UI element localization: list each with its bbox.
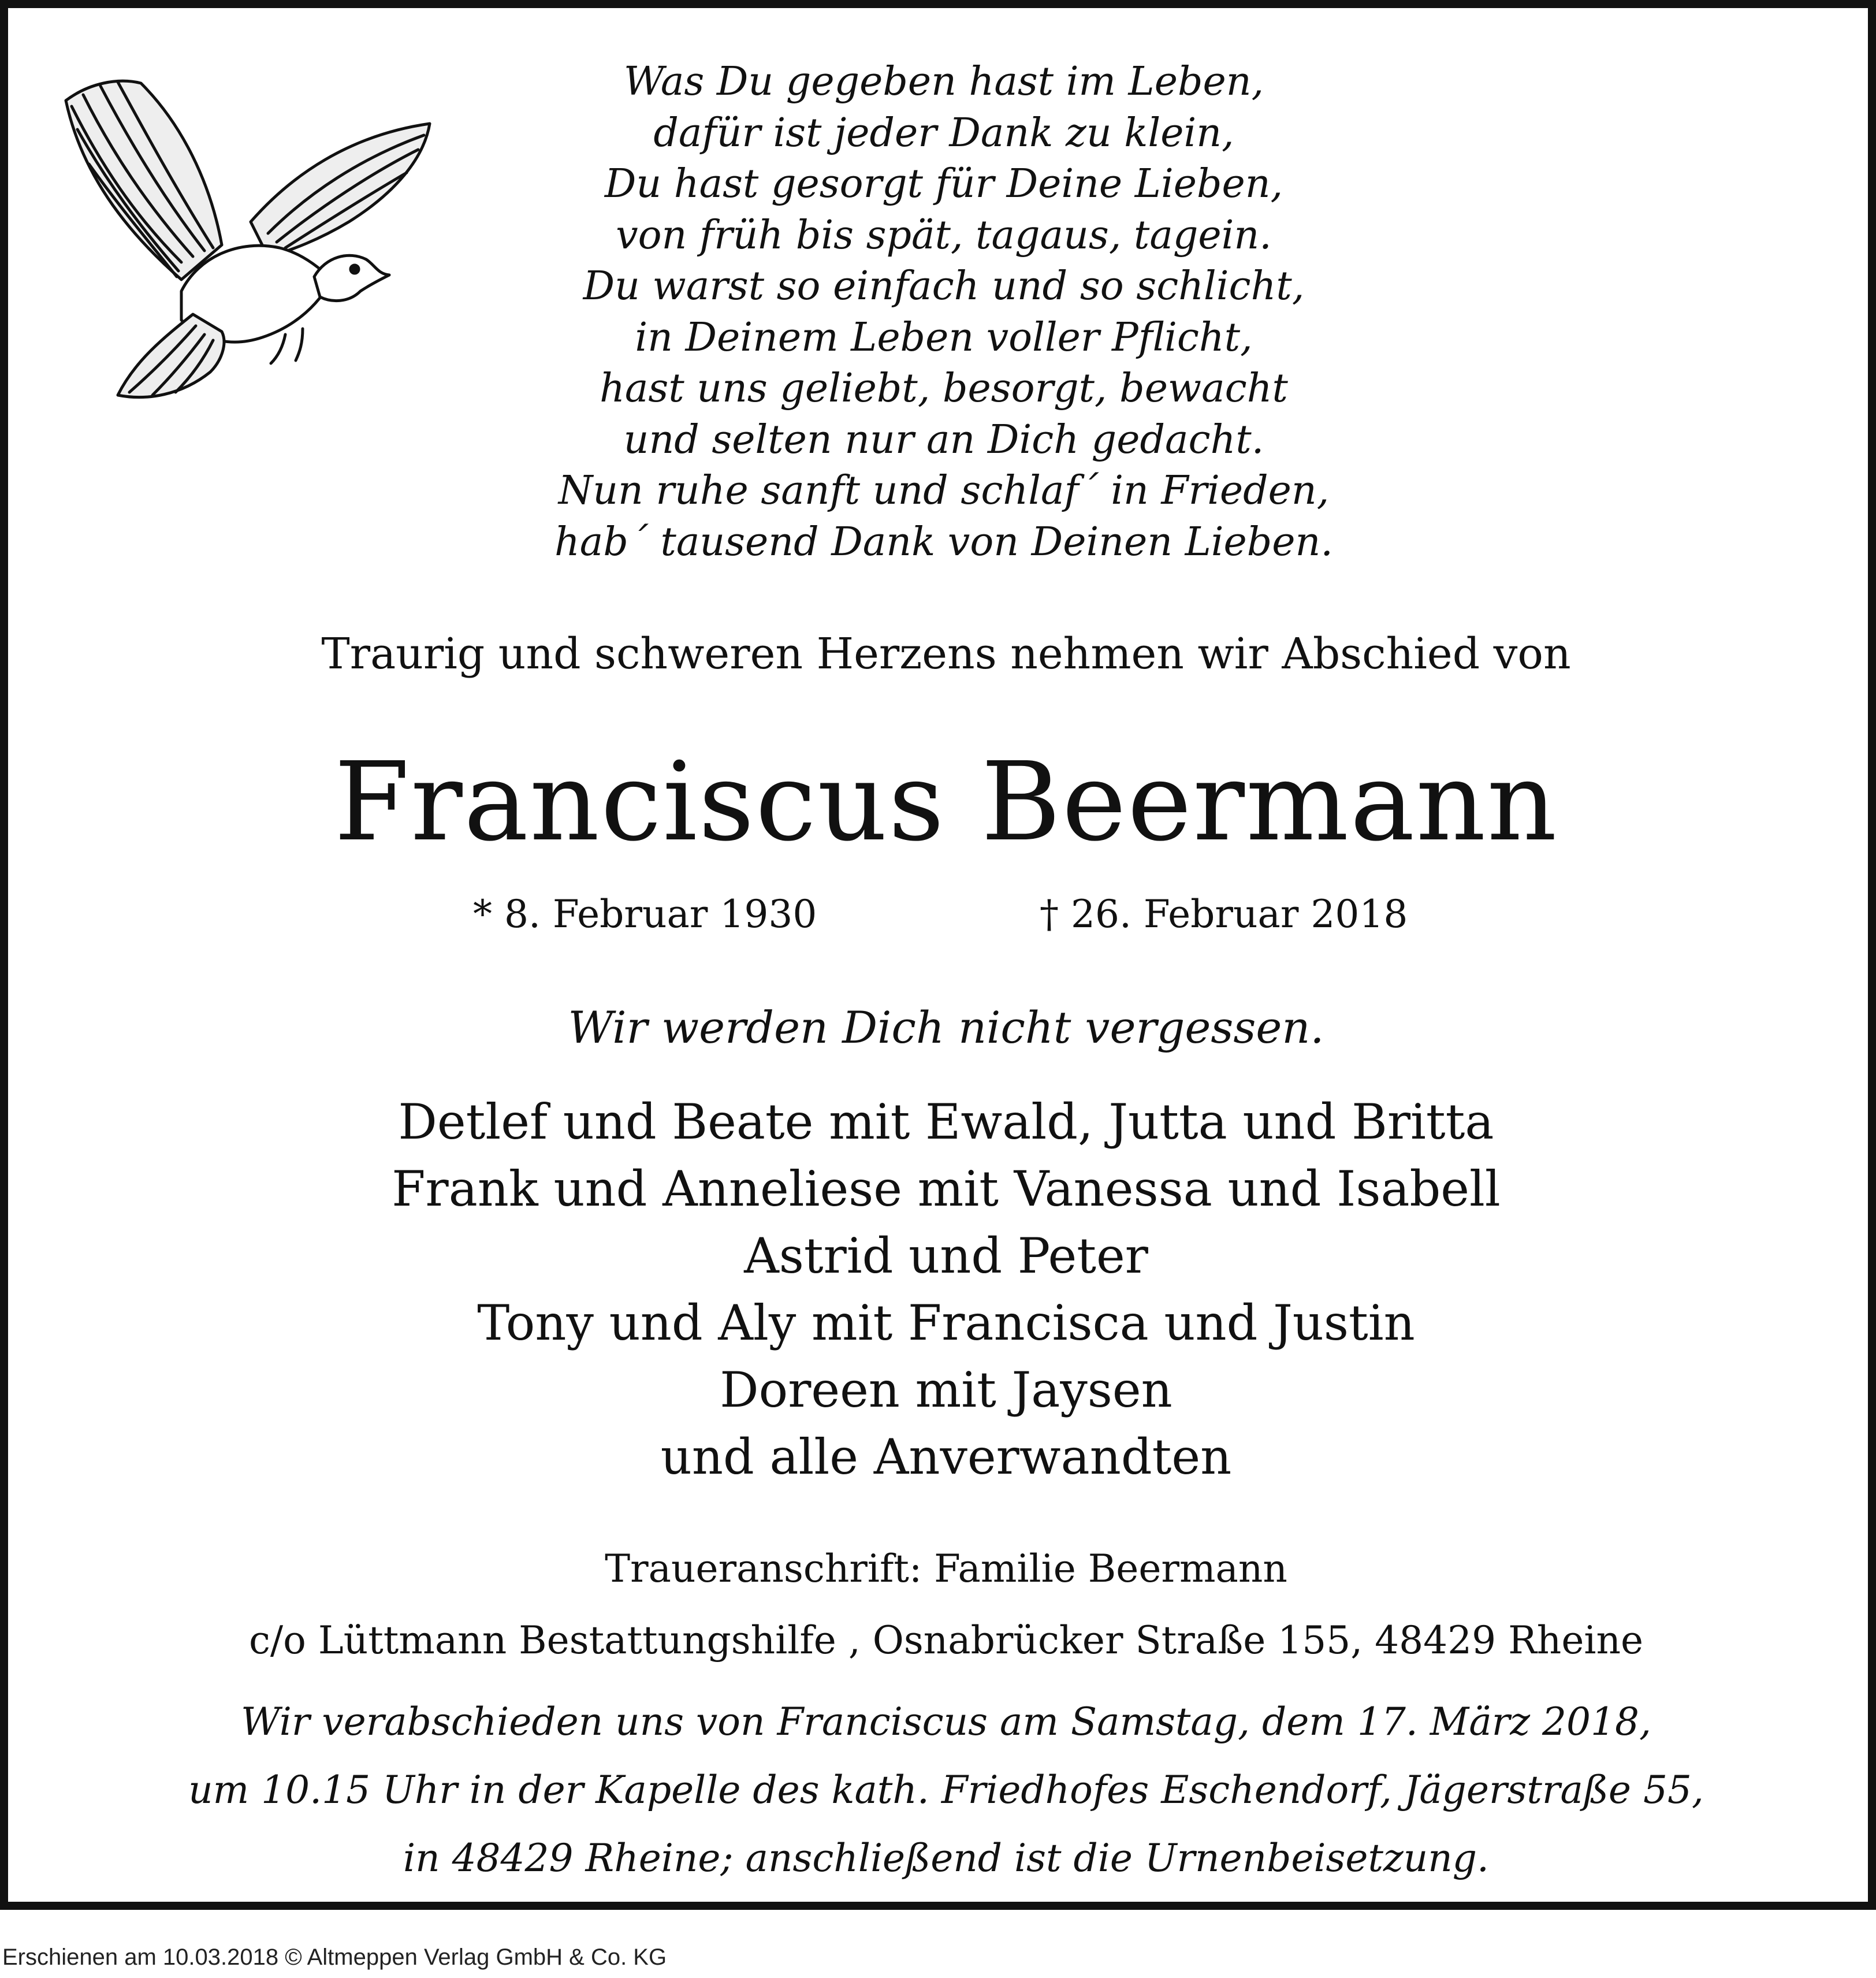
service-info <box>8 1688 1876 1893</box>
mourner-line: Doreen mit Jaysen <box>720 1362 1172 1418</box>
publication-footer: Erschienen am 10.03.2018 © Altmeppen Verlag GmbH & Co. KG <box>2 1944 667 1970</box>
poem-line: von früh bis spät, tagaus, tagein. <box>616 212 1272 258</box>
mourner-line: Frank und Anneliese mit Vanessa und Isabell <box>392 1161 1501 1217</box>
deceased-name: Franciscus Beermann <box>334 739 1558 865</box>
poem <box>447 57 1440 568</box>
intro-text: Traurig und schweren Herzens nehmen wir Abschied von <box>321 629 1571 679</box>
poem-line: Nun ruhe sanft und schlaf´ in Frieden, <box>558 468 1330 514</box>
mourner-line: und alle Anverwandten <box>660 1429 1232 1485</box>
service-line: in 48429 Rheine; anschließend ist die Urnenbeisetzung. <box>403 1836 1490 1880</box>
service-line: um 10.15 Uhr in der Kapelle des kath. Friedhofes Eschendorf, Jägerstraße 55, <box>188 1768 1704 1812</box>
address-line: Traueranschrift: Familie Beermann <box>605 1546 1287 1591</box>
poem-line: und selten nur an Dich gedacht. <box>623 417 1264 463</box>
mourners-list <box>8 1088 1876 1490</box>
remembrance-text: Wir werden Dich nicht vergessen. <box>568 1002 1324 1053</box>
poem-line: dafür ist jeder Dank zu klein, <box>653 110 1234 156</box>
service-line: Wir verabschieden uns von Franciscus am Samstag, dem 17. März 2018, <box>241 1700 1651 1744</box>
poem-line: Du warst so einfach und so schlicht, <box>583 263 1305 309</box>
poem-line: hast uns geliebt, besorgt, bewacht <box>600 366 1288 411</box>
poem-line: Du hast gesorgt für Deine Lieben, <box>604 161 1283 207</box>
poem-line: Was Du gegeben hast im Leben, <box>623 59 1264 105</box>
mourner-line: Tony und Aly mit Francisca und Justin <box>477 1295 1415 1351</box>
birth-date: * 8. Februar 1930 <box>473 892 817 936</box>
address-line: c/o Lüttmann Bestattungshilfe , Osnabrücker Straße 155, 48429 Rheine <box>248 1618 1644 1663</box>
mourner-line: Astrid und Peter <box>744 1228 1148 1284</box>
poem-line: hab´ tausend Dank von Deinen Lieben. <box>554 519 1333 565</box>
dove-icon <box>49 49 453 418</box>
death-date: † 26. Februar 2018 <box>1040 892 1408 936</box>
mourner-line: Detlef und Beate mit Ewald, Jutta und Britta <box>398 1094 1494 1150</box>
mourning-address <box>8 1533 1876 1676</box>
poem-line: in Deinem Leben voller Pflicht, <box>635 314 1253 360</box>
